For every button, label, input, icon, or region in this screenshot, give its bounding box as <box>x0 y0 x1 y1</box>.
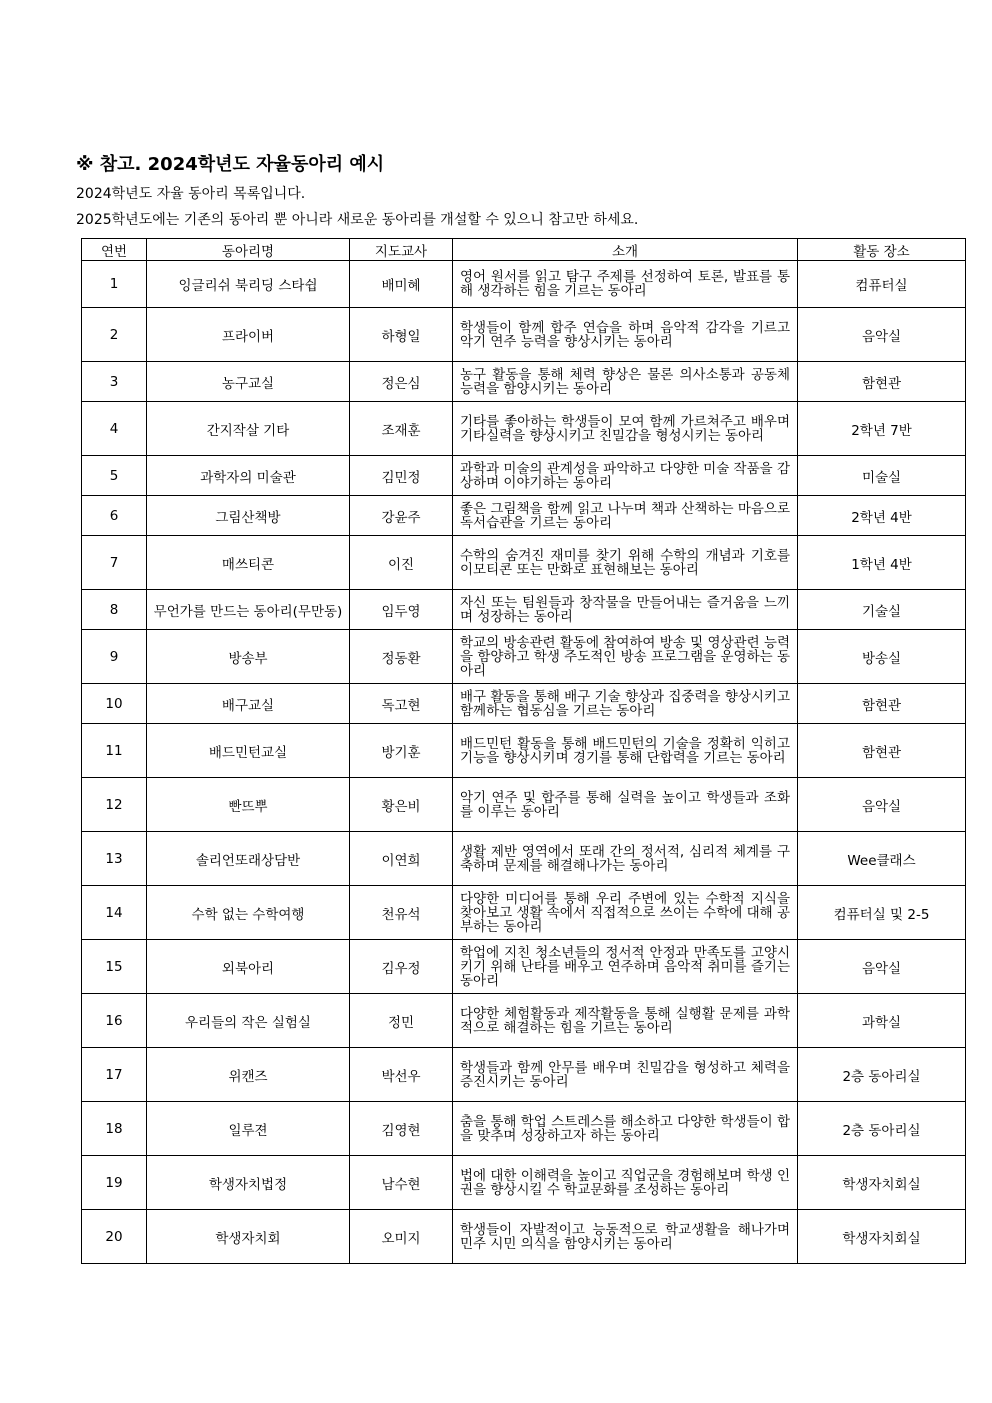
table-row <box>82 496 966 536</box>
table-row <box>82 590 966 630</box>
table-row <box>82 832 966 886</box>
cell-description: 배드민턴 활동을 통해 배드민턴의 기술을 정확히 익히고 기능을 향상시키며 경기를 통해 단합력을 기르는 동아리 <box>453 724 798 778</box>
cell-place: 1학년 4반 <box>798 536 966 590</box>
cell-description: 학생들이 자발적이고 능동적으로 학교생활을 해나가며 민주 시민 의식을 함양시키는 동아리 <box>453 1210 798 1264</box>
cell-teacher: 김우정 <box>350 940 453 994</box>
cell-number: 8 <box>82 590 147 630</box>
header-club-name: 동아리명 <box>147 239 350 261</box>
cell-number: 9 <box>82 630 147 684</box>
cell-club-name: 과학자의 미술관 <box>147 456 350 496</box>
cell-place: 2층 동아리실 <box>798 1048 966 1102</box>
table-row <box>82 684 966 724</box>
cell-club-name: 매쓰티콘 <box>147 536 350 590</box>
cell-club-name: 농구교실 <box>147 362 350 402</box>
cell-place: 음악실 <box>798 940 966 994</box>
cell-description: 춤을 통해 학업 스트레스를 해소하고 다양한 학생들이 합을 맞추며 성장하고자 하는 동아리 <box>453 1102 798 1156</box>
cell-description: 농구 활동을 통해 체력 향상은 물론 의사소통과 공동체 능력을 함양시키는 동아리 <box>453 362 798 402</box>
cell-place: 학생자치회실 <box>798 1156 966 1210</box>
cell-teacher: 남수현 <box>350 1156 453 1210</box>
cell-number: 11 <box>82 724 147 778</box>
table-row <box>82 456 966 496</box>
cell-description: 학업에 지친 청소년들의 정서적 안정과 만족도를 고양시키기 위해 난타를 배우고 연주하며 음악적 취미를 즐기는 동아리 <box>453 940 798 994</box>
cell-teacher: 하형일 <box>350 308 453 362</box>
cell-place: 함현관 <box>798 684 966 724</box>
cell-description: 자신 또는 팀원들과 창작물을 만들어내는 즐거움을 느끼며 성장하는 동아리 <box>453 590 798 630</box>
cell-description: 생활 제반 영역에서 또래 간의 정서적, 심리적 체계를 구축하며 문제를 해결해나가는 동아리 <box>453 832 798 886</box>
cell-number: 2 <box>82 308 147 362</box>
cell-number: 6 <box>82 496 147 536</box>
cell-teacher: 정민 <box>350 994 453 1048</box>
table-row <box>82 1156 966 1210</box>
cell-description: 다양한 미디어를 통해 우리 주변에 있는 수학적 지식을 찾아보고 생활 속에서 직접적으로 쓰이는 수학에 대해 공부하는 동아리 <box>453 886 798 940</box>
cell-description: 법에 대한 이해력을 높이고 직업군을 경험해보며 학생 인권을 향상시킬 수 학교문화를 조성하는 동아리 <box>453 1156 798 1210</box>
intro-line-2: 2025학년도에는 기존의 동아리 뿐 아니라 새로운 동아리를 개설할 수 있으니 참고만 하세요. <box>76 212 639 228</box>
club-table <box>81 238 966 1264</box>
cell-teacher: 임두영 <box>350 590 453 630</box>
table-row <box>82 362 966 402</box>
cell-number: 16 <box>82 994 147 1048</box>
cell-number: 20 <box>82 1210 147 1264</box>
cell-teacher: 이진 <box>350 536 453 590</box>
cell-number: 4 <box>82 402 147 456</box>
cell-place: 2학년 4반 <box>798 496 966 536</box>
cell-club-name: 그림산책방 <box>147 496 350 536</box>
cell-teacher: 조재훈 <box>350 402 453 456</box>
cell-place: 2층 동아리실 <box>798 1102 966 1156</box>
table-body <box>82 261 966 1264</box>
cell-teacher: 이연희 <box>350 832 453 886</box>
cell-teacher: 정은심 <box>350 362 453 402</box>
cell-teacher: 김민정 <box>350 456 453 496</box>
cell-club-name: 배구교실 <box>147 684 350 724</box>
header-description: 소개 <box>453 239 798 261</box>
cell-number: 3 <box>82 362 147 402</box>
cell-club-name: 잉글리쉬 북리딩 스타쉽 <box>147 261 350 308</box>
cell-description: 학생들과 함께 안무를 배우며 친밀감을 형성하고 체력을 증진시키는 동아리 <box>453 1048 798 1102</box>
cell-description: 좋은 그림책을 함께 읽고 나누며 책과 산책하는 마음으로 독서습관을 기르는 동아리 <box>453 496 798 536</box>
table-row <box>82 1048 966 1102</box>
cell-club-name: 빤뜨뿌 <box>147 778 350 832</box>
table-row <box>82 886 966 940</box>
table-row <box>82 1210 966 1264</box>
cell-club-name: 솔리언또래상담반 <box>147 832 350 886</box>
cell-club-name: 학생자치회 <box>147 1210 350 1264</box>
cell-teacher: 배미혜 <box>350 261 453 308</box>
table-row <box>82 1102 966 1156</box>
table-row <box>82 630 966 684</box>
cell-place: 함현관 <box>798 362 966 402</box>
table-header-row <box>82 239 966 261</box>
cell-teacher: 독고현 <box>350 684 453 724</box>
cell-place: 기술실 <box>798 590 966 630</box>
cell-number: 17 <box>82 1048 147 1102</box>
table-row <box>82 308 966 362</box>
table-row <box>82 536 966 590</box>
cell-description: 수학의 숨겨진 재미를 찾기 위해 수학의 개념과 기호를 이모티콘 또는 만화로 표현해보는 동아리 <box>453 536 798 590</box>
cell-description: 영어 원서를 읽고 탐구 주제를 선정하여 토론, 발표를 통해 생각하는 힘을 기르는 동아리 <box>453 261 798 308</box>
cell-description: 학교의 방송관련 활동에 참여하여 방송 및 영상관련 능력을 함양하고 학생 주도적인 방송 프로그램을 운영하는 동아리 <box>453 630 798 684</box>
table-row <box>82 724 966 778</box>
cell-teacher: 황은비 <box>350 778 453 832</box>
page-title: ※ 참고. 2024학년도 자율동아리 예시 <box>76 154 385 175</box>
cell-number: 18 <box>82 1102 147 1156</box>
cell-number: 1 <box>82 261 147 308</box>
cell-club-name: 배드민턴교실 <box>147 724 350 778</box>
cell-description: 기타를 좋아하는 학생들이 모여 함께 가르쳐주고 배우며 기타실력을 향상시키고 친밀감을 형성시키는 동아리 <box>453 402 798 456</box>
cell-description: 학생들이 함께 합주 연습을 하며 음악적 감각을 기르고 악기 연주 능력을 향상시키는 동아리 <box>453 308 798 362</box>
cell-description: 배구 활동을 통해 배구 기술 향상과 집중력을 향상시키고 함께하는 협동심을 기르는 동아리 <box>453 684 798 724</box>
table-row <box>82 402 966 456</box>
cell-club-name: 프라이버 <box>147 308 350 362</box>
cell-teacher: 김영현 <box>350 1102 453 1156</box>
cell-club-name: 위캔즈 <box>147 1048 350 1102</box>
cell-place: 미술실 <box>798 456 966 496</box>
cell-teacher: 오미지 <box>350 1210 453 1264</box>
cell-place: 컴퓨터실 및 2-5 <box>798 886 966 940</box>
cell-description: 악기 연주 및 합주를 통해 실력을 높이고 학생들과 조화를 이루는 동아리 <box>453 778 798 832</box>
cell-club-name: 무언가를 만드는 동아리(무만동) <box>147 590 350 630</box>
cell-place: Wee클래스 <box>798 832 966 886</box>
cell-place: 학생자치회실 <box>798 1210 966 1264</box>
cell-number: 7 <box>82 536 147 590</box>
cell-club-name: 간지작살 기타 <box>147 402 350 456</box>
cell-club-name: 우리들의 작은 실험실 <box>147 994 350 1048</box>
cell-number: 12 <box>82 778 147 832</box>
cell-number: 19 <box>82 1156 147 1210</box>
cell-place: 함현관 <box>798 724 966 778</box>
cell-number: 15 <box>82 940 147 994</box>
cell-teacher: 천유석 <box>350 886 453 940</box>
cell-teacher: 정동환 <box>350 630 453 684</box>
cell-number: 10 <box>82 684 147 724</box>
cell-place: 과학실 <box>798 994 966 1048</box>
header-place: 활동 장소 <box>798 239 966 261</box>
table-row <box>82 940 966 994</box>
cell-number: 14 <box>82 886 147 940</box>
cell-place: 음악실 <box>798 308 966 362</box>
cell-description: 다양한 체험활동과 제작활동을 통해 실행활 문제를 과학적으로 해결하는 힘을 기르는 동아리 <box>453 994 798 1048</box>
table-row <box>82 778 966 832</box>
cell-description: 과학과 미술의 관계성을 파악하고 다양한 미술 작품을 감상하며 이야기하는 동아리 <box>453 456 798 496</box>
header-number: 연번 <box>82 239 147 261</box>
cell-club-name: 외북아리 <box>147 940 350 994</box>
cell-teacher: 방기훈 <box>350 724 453 778</box>
intro-line-1: 2024학년도 자율 동아리 목록입니다. <box>76 186 306 202</box>
cell-place: 2학년 7반 <box>798 402 966 456</box>
cell-club-name: 일루젼 <box>147 1102 350 1156</box>
cell-club-name: 수학 없는 수학여행 <box>147 886 350 940</box>
table-row <box>82 994 966 1048</box>
cell-club-name: 방송부 <box>147 630 350 684</box>
cell-number: 5 <box>82 456 147 496</box>
cell-place: 음악실 <box>798 778 966 832</box>
table-row <box>82 261 966 308</box>
cell-place: 컴퓨터실 <box>798 261 966 308</box>
header-teacher: 지도교사 <box>350 239 453 261</box>
cell-club-name: 학생자치법정 <box>147 1156 350 1210</box>
cell-number: 13 <box>82 832 147 886</box>
cell-teacher: 강윤주 <box>350 496 453 536</box>
cell-place: 방송실 <box>798 630 966 684</box>
cell-teacher: 박선우 <box>350 1048 453 1102</box>
